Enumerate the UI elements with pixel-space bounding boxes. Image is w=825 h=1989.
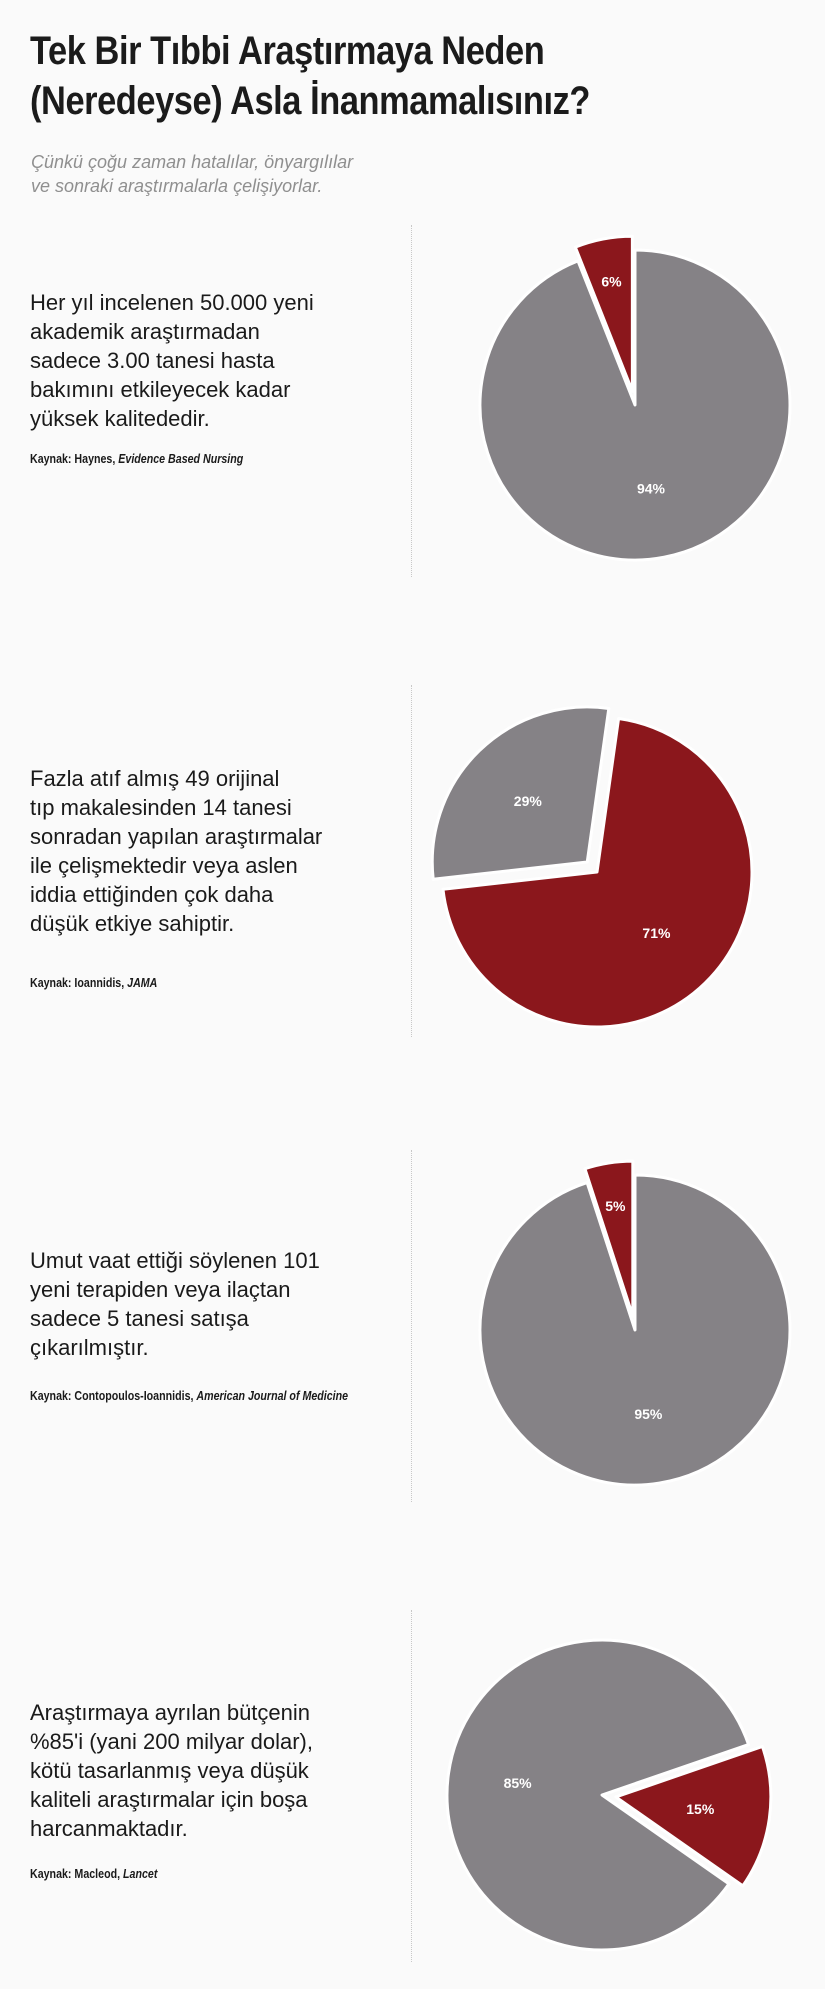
pie-chart-3 (445, 1165, 765, 1505)
title-line-2: (Neredeyse) Asla İnanmamalısınız? (30, 79, 590, 123)
description-line: akademik araştırmadan (30, 319, 260, 344)
description-line: sadece 3.00 tanesi hasta (30, 348, 275, 373)
description-line: Her yıl incelenen 50.000 yeni (30, 290, 314, 315)
description-line: harcanmaktadır. (30, 1816, 188, 1841)
section-1-divider (411, 225, 412, 577)
source-publication: JAMA (127, 975, 158, 990)
description-line: kötü tasarlanmış veya düşük (30, 1758, 309, 1783)
section-4-divider (411, 1610, 412, 1962)
subtitle-line-1: Çünkü çoğu zaman hatalılar, önyargılılar (31, 152, 354, 172)
description-line: sonradan yapılan araştırmalar (30, 824, 323, 849)
section-1-description (30, 288, 410, 433)
page-subtitle (31, 150, 631, 198)
pie-slice-label: 71% (642, 925, 671, 942)
description-line: bakımını etkileyecek kadar (30, 377, 291, 402)
section-2-description (30, 764, 410, 938)
page-title (30, 26, 701, 126)
section-3-divider (411, 1150, 412, 1502)
description-line: Araştırmaya ayrılan bütçenin (30, 1700, 311, 1725)
description-line: Fazla atıf almış 49 orijinal (30, 766, 280, 791)
section-3-source (30, 1388, 350, 1403)
description-line: yüksek kalitededir. (30, 406, 210, 431)
section-1-source (30, 451, 350, 466)
description-line: ile çelişmektedir veya aslen (30, 853, 298, 878)
source-publication: Evidence Based Nursing (118, 451, 244, 466)
pie-slice-label: 6% (601, 273, 622, 290)
section-3-description (30, 1246, 410, 1362)
description-line: Umut vaat ettiği söylenen 101 (30, 1248, 320, 1273)
source-prefix: Kaynak: Ioannidis, (30, 975, 128, 990)
pie-slice-label: 94% (636, 480, 665, 497)
source-prefix: Kaynak: Haynes, (30, 451, 119, 466)
source-publication: American Journal of Medicine (196, 1388, 349, 1403)
subtitle-line-2: ve sonraki araştırmalarla çelişiyorlar. (31, 176, 323, 196)
pie-slice-94 (480, 250, 790, 560)
section-2-source (30, 975, 350, 990)
description-line: çıkarılmıştır. (30, 1335, 149, 1360)
pie-chart-4 (430, 1610, 770, 1950)
description-line: %85'i (yani 200 milyar dolar), (30, 1729, 313, 1754)
pie-slice-label: 85% (503, 1775, 532, 1792)
description-line: yeni terapiden veya ilaçtan (30, 1277, 291, 1302)
title-line-1: Tek Bir Tıbbi Araştırmaya Neden (30, 29, 545, 73)
description-line: sadece 5 tanesi satışa (30, 1306, 249, 1331)
source-publication: Lancet (123, 1866, 158, 1881)
source-prefix: Kaynak: Contopoulos-Ioannidis, (30, 1388, 197, 1403)
section-4-source (30, 1866, 350, 1881)
pie-chart-1 (445, 240, 765, 580)
description-line: iddia ettiğinden çok daha (30, 882, 274, 907)
section-2-divider (411, 685, 412, 1037)
pie-slice-label: 95% (634, 1406, 663, 1423)
pie-chart-2 (425, 700, 765, 1040)
description-line: tıp makalesinden 14 tanesi (30, 795, 292, 820)
source-prefix: Kaynak: Macleod, (30, 1866, 124, 1881)
description-line: düşük etkiye sahiptir. (30, 911, 235, 936)
section-4-description (30, 1698, 410, 1843)
pie-slice-label: 15% (686, 1800, 715, 1817)
pie-slice-95 (480, 1175, 790, 1485)
description-line: kaliteli araştırmalar için boşa (30, 1787, 308, 1812)
pie-slice-label: 5% (605, 1197, 626, 1214)
pie-slice-label: 29% (513, 792, 542, 809)
